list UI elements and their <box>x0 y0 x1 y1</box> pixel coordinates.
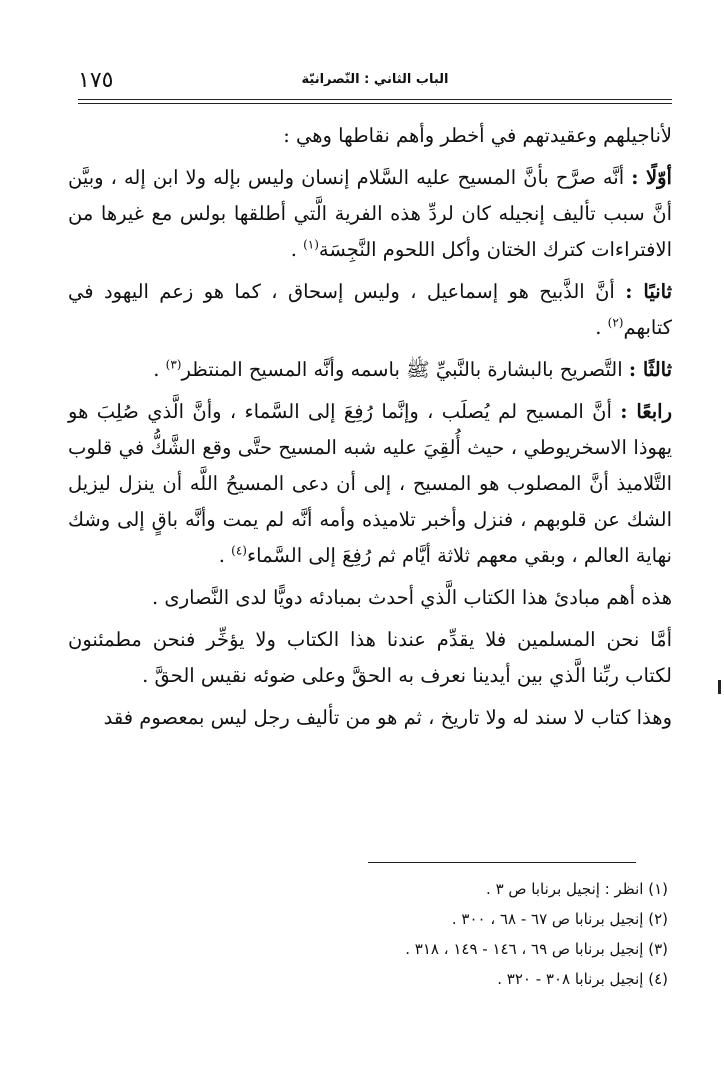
footnote-ref-1[interactable]: (١) <box>303 237 319 252</box>
footnote-ref-4[interactable]: (٤) <box>231 543 247 558</box>
page-header <box>78 66 672 98</box>
point-text-third: التَّصريح بالبشارة بالنَّبيِّ ﷺ باسمه وأنَّه المسيح المنتظر <box>181 358 623 381</box>
footnote-ref-2[interactable]: (٢) <box>607 315 624 330</box>
point-text-first: أنَّه صرَّح بأنَّ المسيح عليه السَّلام إنسان وليس بإله ولا ابن إله ، وبيَّن أنَّ سبب تأليف إنجيله كان لردِّ هذه الفرية الَّتي أطلقها بولس مع غيرها من الافتراءات كترك الختان وأكل اللحوم النَّجِسَة <box>68 166 672 261</box>
paragraph-fourth <box>68 394 672 574</box>
point-end-fourth: . <box>218 544 232 567</box>
paragraph-no-chain: وهذا كتاب لا سند له ولا تاريخ ، ثم هو من تأليف رجل ليس بمعصوم فقد <box>103 706 672 729</box>
point-lead-third: ثالثًا : <box>628 358 672 381</box>
point-lead-second: ثانيًا : <box>625 280 672 303</box>
footnote-1: (١) انظر : إنجيل برنابا ص ٣ . <box>486 880 668 898</box>
paragraph-principles: هذه أهم مبادئ هذا الكتاب الَّذي أحدث بمبادئه دويًّا لدى النَّصارى . <box>152 586 672 609</box>
footnote-4: (٤) إنجيل برنابا ٣٠٨ - ٣٢٠ . <box>497 970 668 988</box>
point-end-third: . <box>153 358 166 381</box>
paragraph-first <box>68 160 672 268</box>
footnote-3: (٣) إنجيل برنابا ص ٦٩ ، ١٤٦ - ١٤٩ ، ٣١٨ . <box>405 940 668 958</box>
body-text <box>68 118 672 742</box>
margin-mark <box>718 680 721 694</box>
paragraph-intro: لأناجيلهم وعقيدتهم في أخطر وأهم نقاطها وهي : <box>283 124 672 147</box>
point-end-first: . <box>290 238 304 261</box>
point-lead-first: أوّلًا : <box>631 166 672 189</box>
footnotes <box>200 874 668 994</box>
paragraph-muslims: أمَّا نحن المسلمين فلا يقدِّم عندنا هذا الكتاب ولا يؤخِّر فنحن مطمئنون لكتاب ربِّنا الَّذي بين أيدينا نعرف به الحقَّ وعلى ضوئه نقيس الحقَّ . <box>68 628 672 687</box>
point-text-second: أنَّ الذَّبيح هو إسماعيل ، وليس إسحاق ، كما هو زعم اليهود في كتابهم <box>68 280 672 339</box>
paragraph-third <box>68 352 672 388</box>
point-end-second: . <box>595 316 608 339</box>
page-number: ١٧٥ <box>78 68 114 93</box>
running-title: الباب الثاني : النّصرانيّة <box>301 72 449 87</box>
paragraph-second <box>68 274 672 346</box>
header-rule <box>78 99 672 104</box>
footnote-rule <box>368 862 636 863</box>
point-lead-fourth: رابعًا : <box>620 400 672 423</box>
footnote-2: (٢) إنجيل برنابا ص ٦٧ - ٦٨ ، ٣٠٠ . <box>451 910 668 928</box>
footnote-ref-3[interactable]: (٣) <box>165 357 182 372</box>
point-text-fourth: أنَّ المسيح لم يُصلَب ، وإنَّما رُفِعَ إلى السَّماء ، وأنَّ الَّذي صُلِبَ هو يهوذا الاسخريوطي ، حيث أُلقِيَ عليه شبه المسيح حتَّى وقع الشَّكُّ في قلوب التَّلاميذ أنَّ المصلوب هو المسيح ، إلى أن دعى المسيحُ اللَّه أن ينزل ليزيل الشك عن قلوبهم ، فنزل وأخبر تلاميذه وأمه أنَّه لم يمت وأنَّه باقٍ إلى وشك نهاية العالم ، وبقي معهم ثلاثة أيَّام ثم رُفِعَ إلى السَّماء <box>68 400 672 567</box>
